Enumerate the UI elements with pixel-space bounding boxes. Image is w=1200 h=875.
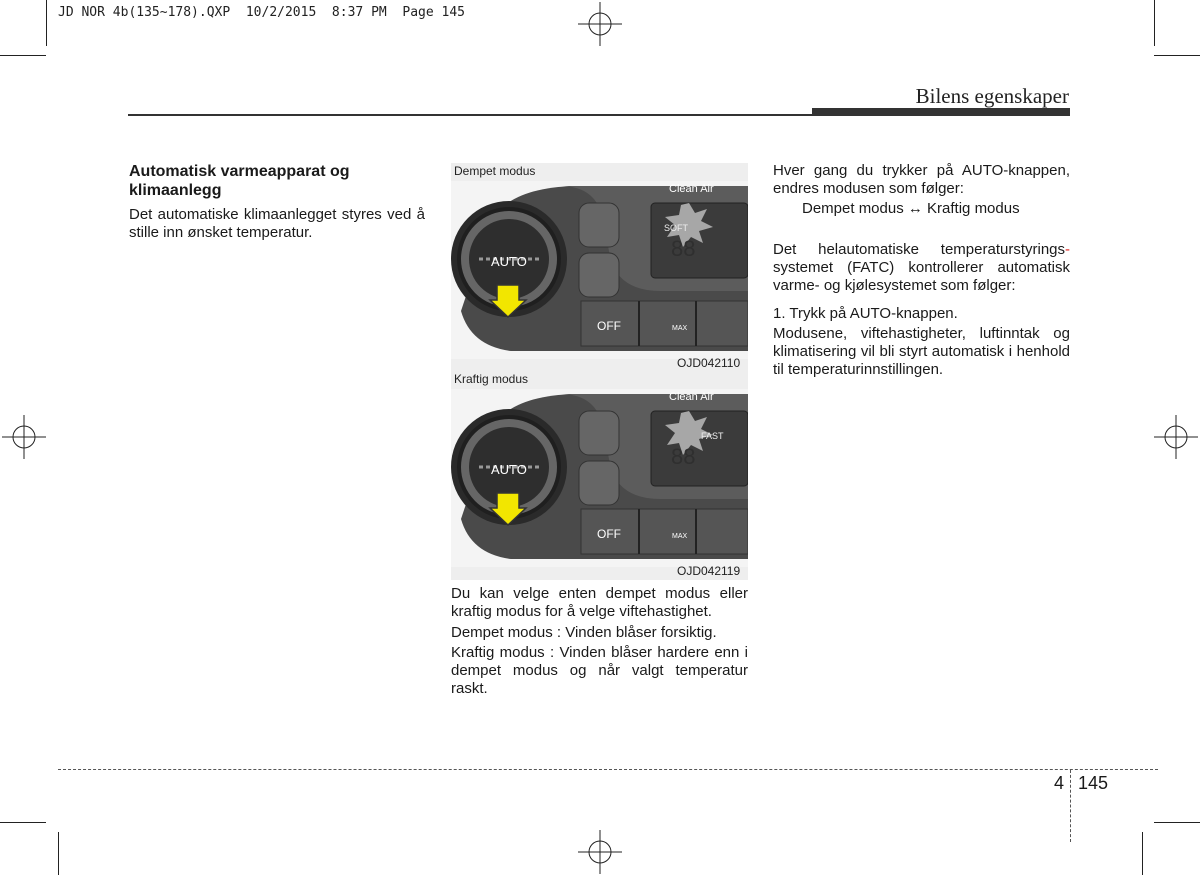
svg-text:88: 88 [671,444,696,469]
page-number: 145 [1078,773,1109,793]
figure-label: Kraftig modus [454,372,529,386]
figure-code: OJD042119 [677,564,741,578]
max-defrost-label: MAX [672,325,688,332]
section-title: Bilens egenskaper [915,84,1069,108]
footer-divider [1070,770,1071,842]
registration-mark-top [578,2,622,46]
fatc-paragraph [773,241,1070,295]
step-1: 1. Trykk på AUTO-knappen. [773,305,958,322]
off-button[interactable]: OFF [597,527,621,541]
soft-mode-paragraph: Dempet modus : Vinden blåser forsiktig. [451,624,717,641]
fatc-text-start: Det helautomatiske temperaturstyrings [773,241,1065,258]
auto-button[interactable]: AUTO [491,254,527,269]
registration-mark-bottom [578,830,622,874]
fatc-text-rest: systemet (FATC) kontrollerer automatisk varme- og kjølesystemet som følger: [773,259,1070,294]
clean-air-label: Clean Air [669,183,714,195]
clean-air-label: Clean Air [669,391,714,403]
figure-code: OJD042110 [677,356,741,370]
chapter-number: 4 [1054,773,1065,793]
svg-text:88: 88 [671,236,696,261]
section-heading: Automatisk varmeapparat og klimaanlegg [129,163,350,199]
figure-fast-mode [451,371,748,580]
auto-button-paragraph: Hver gang du trykker på AUTO-knappen, endres modusen som følger: [773,162,1070,197]
fast-mode-paragraph: Kraftig modus : Vinden blåser hardere enn i dempet modus og når valgt temperatur raskt. [451,644,748,697]
registration-mark-left [2,415,46,459]
intro-paragraph: Det automatiske klimaanlegget styres ved å stille inn ønsket temperatur. [129,206,425,241]
mode-choice-paragraph: Du kan velge enten dempet modus eller kraftig modus for å velge viftehastighet. [451,585,748,620]
display-mode: SOFT [664,223,688,233]
max-defrost-label: MAX [672,533,688,540]
registration-mark-right [1154,415,1198,459]
figure-soft-mode [451,163,748,372]
auto-button[interactable]: AUTO [491,462,527,477]
step-1-detail: Modusene, viftehastigheter, luftinntak og klimatisering vil bli styrt automatisk i henhold til temperaturinnstillingen. [773,325,1070,378]
off-button[interactable]: OFF [597,319,621,333]
header-rule-bar [812,108,1070,115]
hyphen-mark: - [1065,241,1070,258]
footer-rule [58,769,1158,770]
mode-toggle-line: Dempet modus ↔ Kraftig modus [802,200,1020,217]
print-slug: JD NOR 4b(135~178).QXP 10/2/2015 8:37 PM Page 145 [58,5,465,20]
figure-label: Dempet modus [454,164,536,178]
display-mode: FAST [701,431,724,441]
